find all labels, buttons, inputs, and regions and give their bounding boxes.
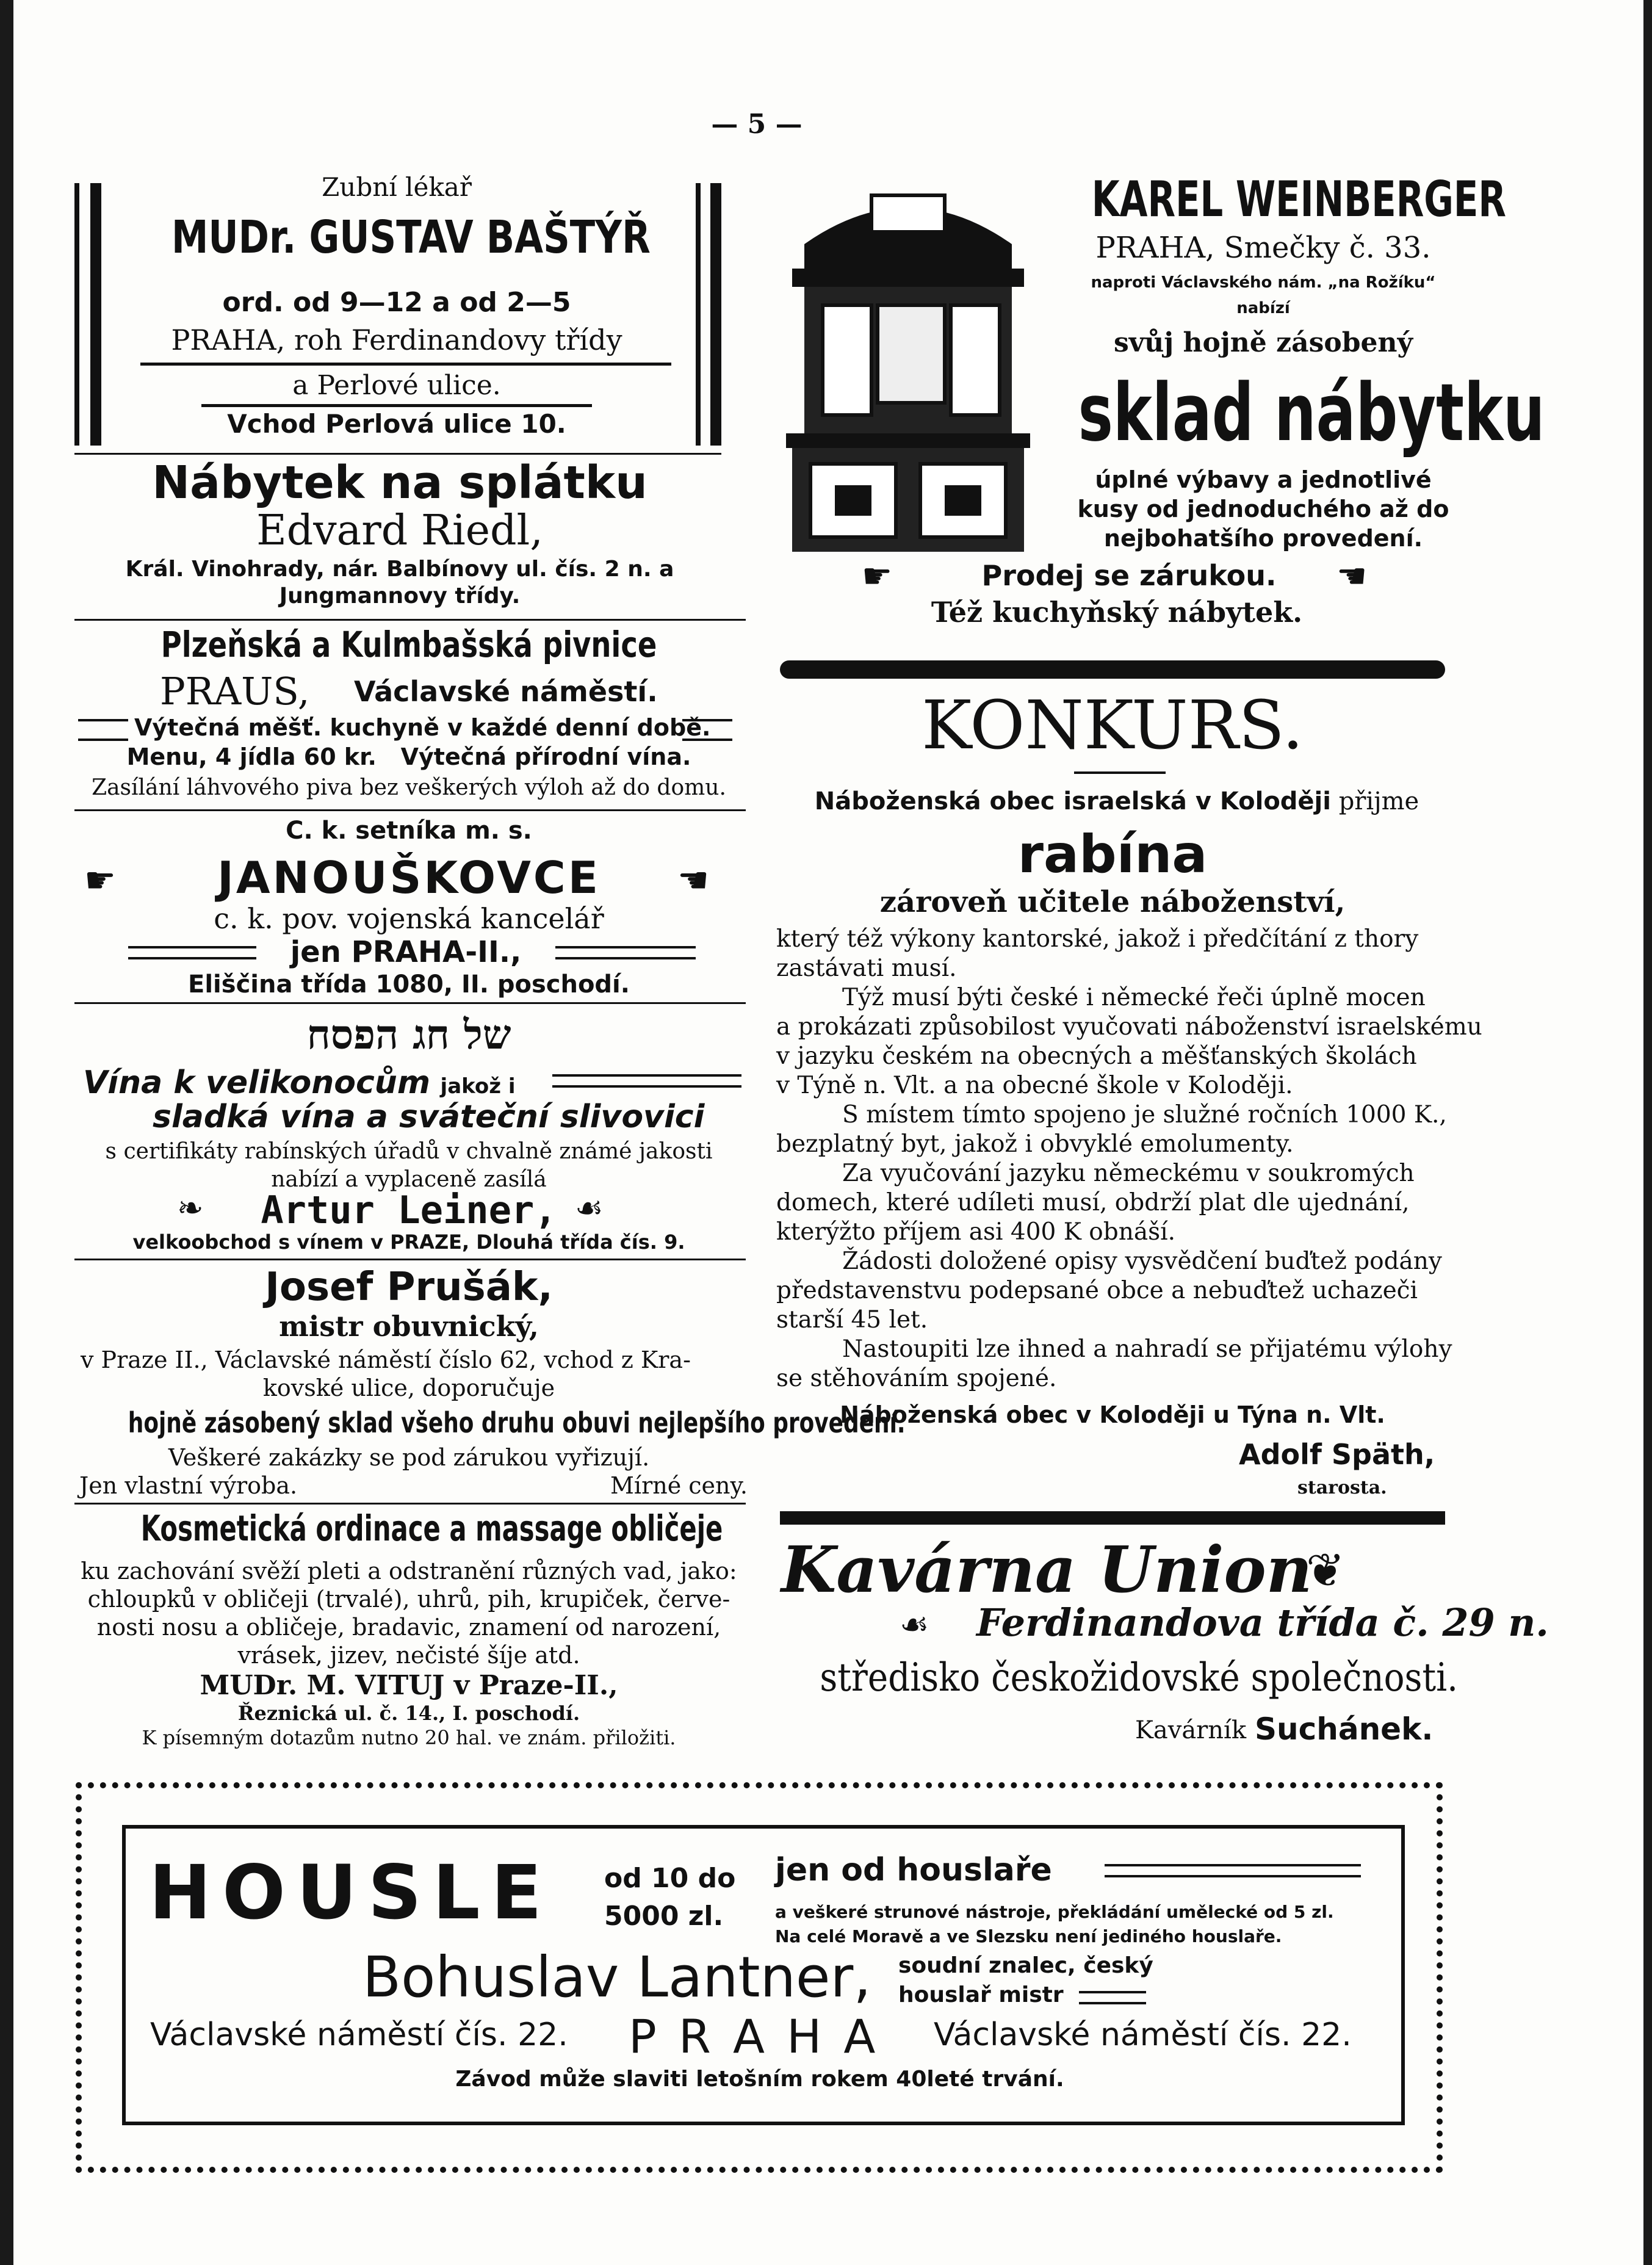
leiner-line4: nabízí a vyplaceně zasílá xyxy=(271,1167,547,1192)
konkurs-signature-3: starosta. xyxy=(1297,1477,1387,1498)
konkurs-p1: který též výkony kantorské, jakož i předčítání z thory xyxy=(776,925,1419,953)
vituj-p1: ku zachování svěží pleti a odstranění různých vad, jako: xyxy=(81,1558,737,1584)
weinberger-city: PRAHA, Smečky č. 33. xyxy=(1095,231,1431,265)
konkurs-p8: bezplatný byt, jakož i obvyklé emolumenty. xyxy=(776,1130,1294,1158)
lantner-price-1: od 10 do xyxy=(604,1863,736,1894)
union-owner-label: Kavárník xyxy=(1135,1716,1247,1744)
konkurs-teacher: zároveň učitele náboženství, xyxy=(879,885,1346,919)
leiner-line3: s certifikáty rabínských úřadů v chvalně známé jakosti xyxy=(105,1139,713,1164)
bastyr-entrance: Vchod Perlová ulice 10. xyxy=(227,409,566,439)
konkurs-signature-2: Adolf Späth, xyxy=(1239,1438,1435,1471)
lantner-city: P R A H A xyxy=(629,2009,879,2064)
weinberger-kitchen: Též kuchyňský nábytek. xyxy=(931,596,1303,629)
leiner-line2: sladká vína a sváteční slivovici xyxy=(153,1099,705,1135)
ornament-rule xyxy=(1105,1864,1361,1877)
konkurs-p9: Za vyučování jazyku německému v soukromých xyxy=(842,1160,1415,1187)
konkurs-community: Náboženská obec israelská v Koloději xyxy=(814,787,1331,815)
konkurs-p13: představenstvu podepsané obce a nebuďtež uchazeči xyxy=(776,1277,1418,1304)
konkurs-p6: v Týně n. Vlt. a na obecné škole v Koloději. xyxy=(776,1072,1293,1099)
weinberger-offers: nabízí xyxy=(1236,299,1290,317)
konkurs-p11: kterýžto příjem asi 400 K obnáší. xyxy=(776,1218,1175,1246)
leiner-line5: velkoobchod s vínem v PRAZE, Dlouhá třída čís. 9. xyxy=(132,1230,685,1254)
praus-place: Václavské náměstí. xyxy=(354,675,658,708)
vituj-note: K písemným dotazům nutno 20 hal. ve znám. přiložiti. xyxy=(142,1726,676,1749)
konkurs-title: KONKURS. xyxy=(922,686,1304,764)
prusak-line1: hojně zásobený sklad všeho druhu obuvi nejlepšího provedení. xyxy=(128,1406,906,1439)
weinberger-guarantee: Prodej se zárukou. xyxy=(981,559,1277,592)
konkurs-line1 xyxy=(787,787,1446,815)
lantner-role-2: houslař mistr xyxy=(898,1982,1064,2007)
janouskovec-line3: jen PRAHA-II., xyxy=(290,935,522,969)
konkurs-p14: starší 45 let. xyxy=(776,1306,928,1334)
page-number: — 5 — xyxy=(711,109,803,140)
flourish-right-icon: ☙ xyxy=(575,1190,604,1227)
lantner-note-1: a veškeré strunové nástroje, překládání umělecké od 5 zl. xyxy=(775,1902,1334,1922)
vituj-name: MUDr. M. VITUJ v Praze-II., xyxy=(200,1670,618,1701)
pointing-hand-left-icon: ☚ xyxy=(1336,557,1368,596)
prusak-prices: Mírné ceny. xyxy=(610,1472,748,1499)
vituj-p2: chloupků v obličeji (trvalé), uhrů, pih, krupiček, červe- xyxy=(87,1586,730,1613)
column-divider xyxy=(74,1002,746,1004)
prusak-line2: Veškeré zakázky se pod zárukou vyřizují. xyxy=(168,1444,650,1471)
konkurs-p10: domech, které udíleti musí, obdrží plat dle ujednání, xyxy=(776,1189,1410,1216)
thick-rule xyxy=(780,660,1445,679)
weinberger-desc-1: úplné výbavy a jednotlivé xyxy=(1095,466,1432,493)
konkurs-p7: S místem tímto spojeno je služné ročních 1000 K., xyxy=(842,1101,1447,1129)
ornament-rule xyxy=(78,719,128,741)
konkurs-p15: Nastoupiti lze ihned a nahradí se přijatému výlohy xyxy=(842,1335,1452,1363)
weinberger-desc-3: nejbohatšího provedení. xyxy=(1103,525,1423,552)
prusak-address-2: kovské ulice, doporučuje xyxy=(262,1375,555,1401)
konkurs-p2: zastávati musí. xyxy=(776,955,957,982)
riedl-address-2: Jungmannovy třídy. xyxy=(279,583,521,609)
ornament-rule xyxy=(128,946,256,959)
prusak-address-1: v Praze II., Václavské náměstí číslo 62, vchod z Kra- xyxy=(81,1346,691,1373)
bastyr-name: MUDr. GUSTAV BAŠTÝŘ xyxy=(171,211,651,264)
flourish-left-icon: ❧ xyxy=(177,1190,204,1227)
leiner-hebrew: של חג הפסח xyxy=(306,1011,511,1058)
pointing-hand-right-icon: ☛ xyxy=(84,859,116,901)
praus-menu-price: 60 kr. xyxy=(303,743,377,770)
janouskovec-name: JANOUŠKOVCE xyxy=(217,852,601,903)
leiner-also: jakož i xyxy=(440,1074,516,1099)
prusak-role: mistr obuvnický, xyxy=(279,1310,539,1343)
box-bar-right-2 xyxy=(710,183,721,446)
janouskovec-line1: C. k. setníka m. s. xyxy=(286,817,532,845)
konkurs-p5: v jazyku českém na obecných a měšťanských školách xyxy=(776,1042,1417,1070)
union-slogan: středisko českožidovské společnosti. xyxy=(820,1655,1459,1700)
ornament-rule xyxy=(1079,1991,1146,2004)
lantner-address-right: Václavské náměstí čís. 22. xyxy=(934,2017,1352,2053)
bastyr-hours: ord. od 9—12 a od 2—5 xyxy=(222,287,571,318)
ornament-divider xyxy=(1074,771,1166,774)
ornament-rule xyxy=(552,1074,741,1088)
leiner-easter-wines: Vína k velikonocům xyxy=(83,1064,431,1101)
praus-kitchen: Výtečná měšť. kuchyně v každé denní době. xyxy=(134,714,711,741)
vituj-p4: vrásek, jizev, nečisté šíje atd. xyxy=(237,1642,580,1669)
konkurs-accepts: přijme xyxy=(1338,787,1419,815)
janouskovec-line4: Eliščina třída 1080, II. poschodí. xyxy=(188,970,630,999)
leiner-name: Artur Leiner, xyxy=(261,1188,557,1232)
bastyr-line1: Zubní lékař xyxy=(322,172,472,202)
riedl-address-1: Král. Vinohrady, nár. Balbínovy ul. čís. 2 n. a xyxy=(125,557,674,582)
divider xyxy=(140,363,671,366)
weinberger-big: sklad nábytku xyxy=(1078,366,1545,459)
box-bar-right-1 xyxy=(696,183,701,446)
praus-title: Plzeňská a Kulmbašská pivnice xyxy=(161,624,657,665)
praus-menu-label: Menu, 4 jídla xyxy=(126,743,296,770)
weinberger-desc-2: kusy od jednoduchého až do xyxy=(1077,496,1449,522)
bastyr-address: PRAHA, roh Ferdinandovy třídy xyxy=(171,323,622,356)
vituj-title: Kosmetická ordinace a massage obličeje xyxy=(140,1508,723,1549)
column-divider xyxy=(74,1259,746,1260)
pointing-hand-right-icon: ☛ xyxy=(862,557,893,596)
thick-rule xyxy=(780,1511,1445,1525)
riedl-title: Nábytek na splátku xyxy=(152,457,647,509)
column-divider xyxy=(74,619,746,621)
konkurs-p3: Týž musí býti české i německé řeči úplně mocen xyxy=(842,984,1426,1011)
leiner-line1 xyxy=(83,1064,515,1101)
praus-wine: Výtečná přírodní vína. xyxy=(400,743,691,770)
bastyr-street: a Perlové ulice. xyxy=(292,370,501,401)
konkurs-signature-1: Náboženská obec v Koloději u Týna n. Vlt. xyxy=(840,1401,1385,1428)
weinberger-near: naproti Václavského nám. „na Rožíku“ xyxy=(1091,273,1436,292)
weinberger-name: KAREL WEINBERGER xyxy=(1091,171,1506,228)
pointing-hand-left-icon: ☚ xyxy=(677,859,709,901)
riedl-name: Edvard Riedl, xyxy=(256,507,543,555)
union-owner: Suchánek. xyxy=(1255,1711,1434,1747)
weinberger-stock: svůj hojně zásobený xyxy=(1113,327,1413,358)
union-address: Ferdinandova třída č. 29 n. xyxy=(976,1600,1549,1645)
lantner-only: jen od houslaře xyxy=(775,1852,1052,1888)
vituj-p3: nosti nosu a obličeje, bradavic, znamení od narození, xyxy=(96,1614,721,1641)
divider xyxy=(201,404,592,407)
lantner-footer: Závod může slaviti letošním rokem 40leté trvání. xyxy=(455,2067,1064,2092)
janouskovec-line2: c. k. pov. vojenská kancelář xyxy=(214,902,604,935)
prusak-name: Josef Prušák, xyxy=(265,1265,553,1310)
scan-edge-right xyxy=(1643,0,1652,2265)
praus-name: PRAUS, xyxy=(160,669,310,713)
flourish-icon: ☙ xyxy=(900,1605,929,1644)
lantner-title: HOUSLE xyxy=(149,1849,553,1936)
praus-delivery: Zasílání láhvového piva bez veškerých výloh až do domu. xyxy=(92,775,726,800)
flourish-icon: ❦ xyxy=(1306,1543,1345,1597)
column-divider xyxy=(74,809,746,811)
lantner-address-left: Václavské náměstí čís. 22. xyxy=(150,2017,568,2053)
box-bar-left-2 xyxy=(90,183,101,446)
column-divider xyxy=(74,1503,746,1505)
lantner-name: Bohuslav Lantner, xyxy=(363,1945,871,2010)
lantner-note-2: Na celé Moravě a ve Slezsku není jediného houslaře. xyxy=(775,1926,1282,1946)
union-title: Kavárna Union xyxy=(781,1532,1313,1607)
konkurs-p12: Žádosti doložené opisy vysvědčení buďtež podány xyxy=(842,1248,1442,1275)
lantner-role-1: soudní znalec, český xyxy=(898,1953,1153,1978)
box-bar-left-1 xyxy=(74,183,79,446)
ornament-rule xyxy=(555,946,696,959)
scan-edge-left xyxy=(0,0,13,2265)
konkurs-p16: se stěhováním spojené. xyxy=(776,1365,1057,1392)
lantner-price-2: 5000 zl. xyxy=(604,1901,724,1932)
konkurs-rabbi: rabína xyxy=(1017,824,1208,885)
column-divider xyxy=(74,453,721,455)
furniture-cabinet-illustration xyxy=(780,177,1036,555)
vituj-address: Řeznická ul. č. 14., I. poschodí. xyxy=(237,1702,580,1725)
prusak-own-production: Jen vlastní výroba. xyxy=(79,1472,298,1499)
praus-menu xyxy=(73,743,745,770)
konkurs-p4: a prokázati způsobilost vyučovati náboženství israelskému xyxy=(776,1013,1482,1041)
